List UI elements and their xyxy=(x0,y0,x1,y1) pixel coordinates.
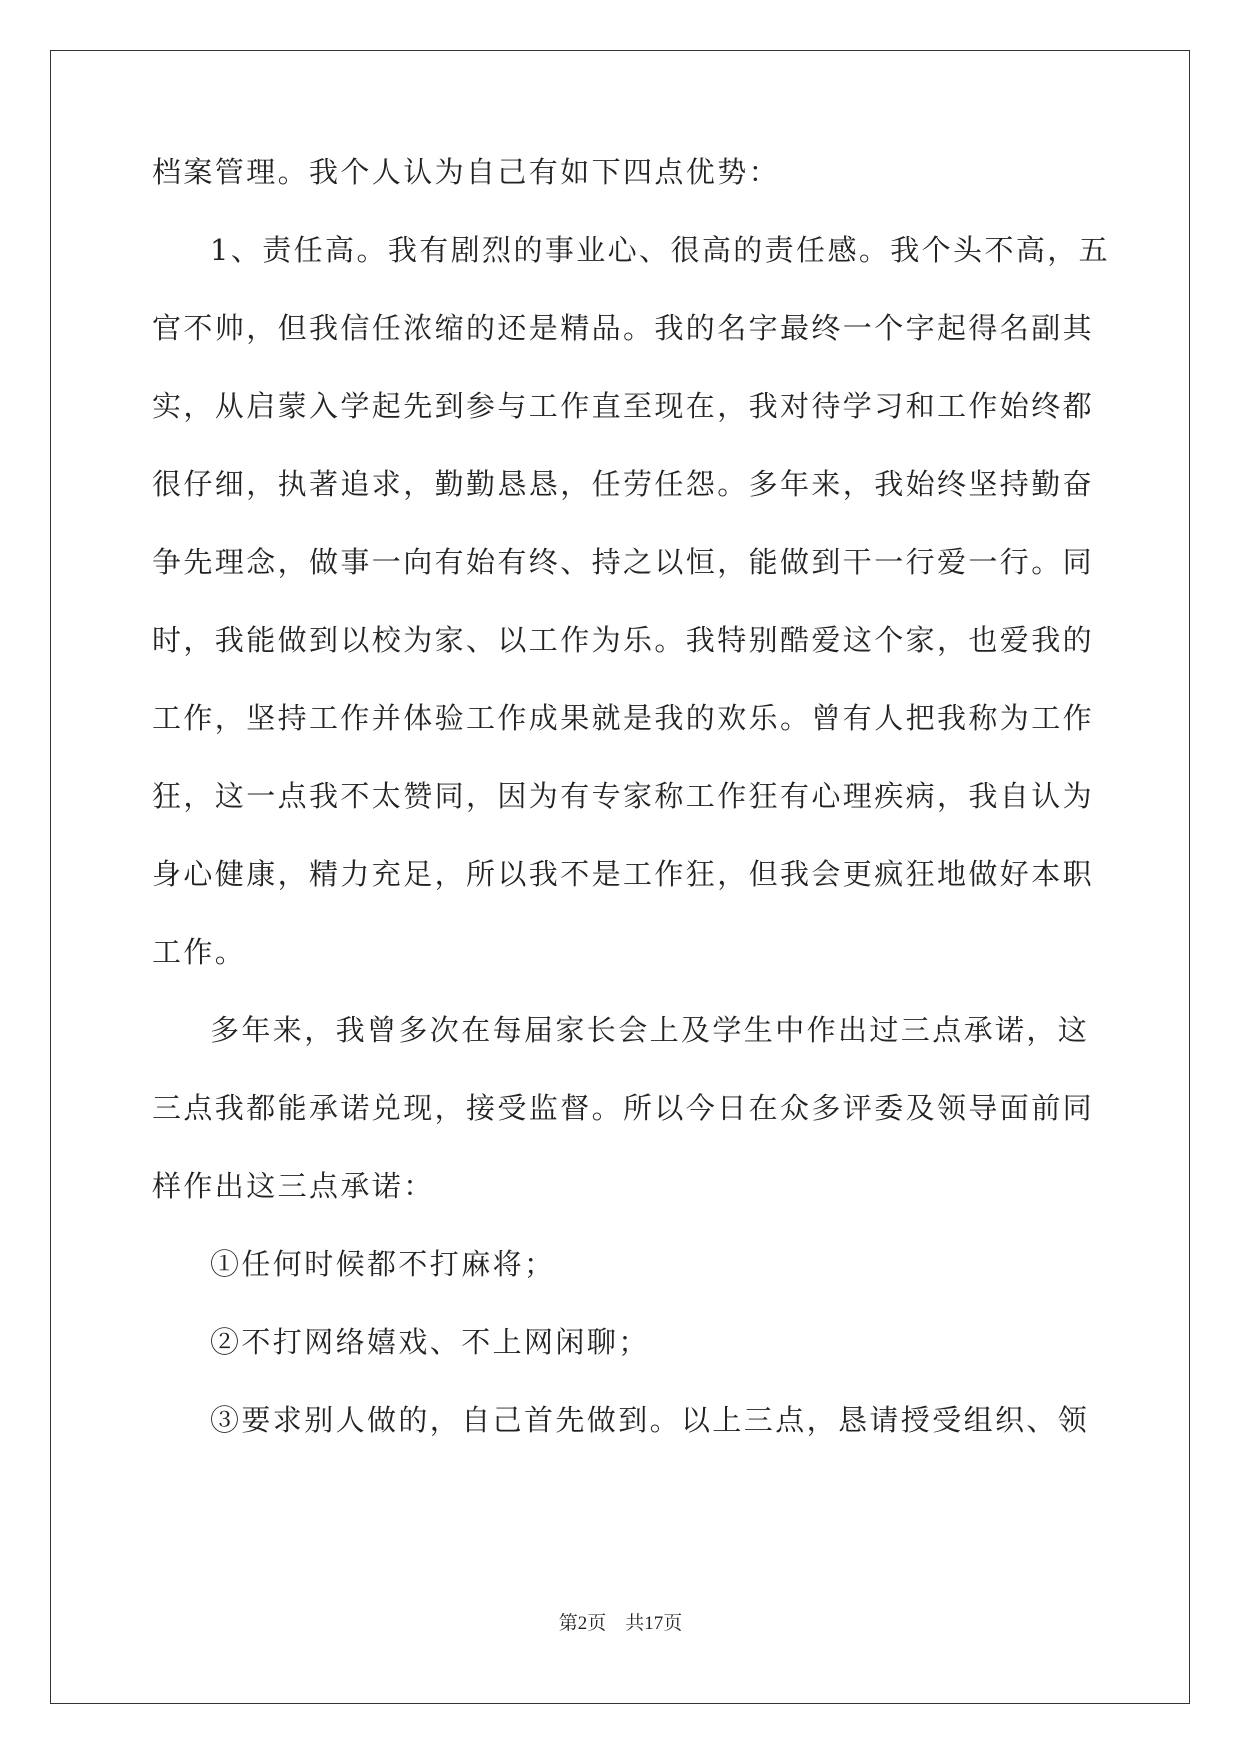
text-line: 时，我能做到以校为家、以工作为乐。我特别酷爱这个家，也爱我的 xyxy=(152,623,1095,657)
text-line: 1、责任高。我有剧烈的事业心、很高的责任感。我个头不高，五 xyxy=(210,233,1111,267)
text-line: 很仔细，执著追求，勤勤恳恳，任劳任怨。多年来，我始终坚持勤奋 xyxy=(152,467,1095,501)
text-line: 争先理念，做事一向有始有终、持之以恒，能做到干一行爱一行。同 xyxy=(152,545,1095,579)
text-line: 档案管理。我个人认为自己有如下四点优势： xyxy=(152,155,781,189)
text-line: 身心健康，精力充足，所以我不是工作狂，但我会更疯狂地做好本职 xyxy=(152,857,1095,891)
text-line: 官不帅，但我信任浓缩的还是精品。我的名字最终一个字起得名副其 xyxy=(152,311,1095,345)
text-line: 多年来，我曾多次在每届家长会上及学生中作出过三点承诺，这 xyxy=(210,1013,1090,1047)
total-pages: 共17页 xyxy=(625,1613,683,1634)
text-line: 三点我都能承诺兑现，接受监督。所以今日在众多评委及领导面前同 xyxy=(152,1091,1095,1125)
text-line: 工作，坚持工作并体验工作成果就是我的欢乐。曾有人把我称为工作 xyxy=(152,701,1095,735)
text-line: ①任何时候都不打麻将； xyxy=(210,1247,556,1281)
text-line: 实，从启蒙入学起先到参与工作直至现在，我对待学习和工作始终都 xyxy=(152,389,1095,423)
text-line: 工作。 xyxy=(152,935,247,969)
text-line: 样作出这三点承诺： xyxy=(152,1169,435,1203)
text-line: 狂，这一点我不太赞同，因为有专家称工作狂有心理疾病，我自认为 xyxy=(152,779,1095,813)
text-line: ③要求别人做的，自己首先做到。以上三点，恳请授受组织、领 xyxy=(210,1403,1090,1437)
page-footer xyxy=(0,1612,1241,1636)
page-number: 第2页 xyxy=(558,1613,607,1634)
text-line: ②不打网络嬉戏、不上网闲聊； xyxy=(210,1325,650,1359)
